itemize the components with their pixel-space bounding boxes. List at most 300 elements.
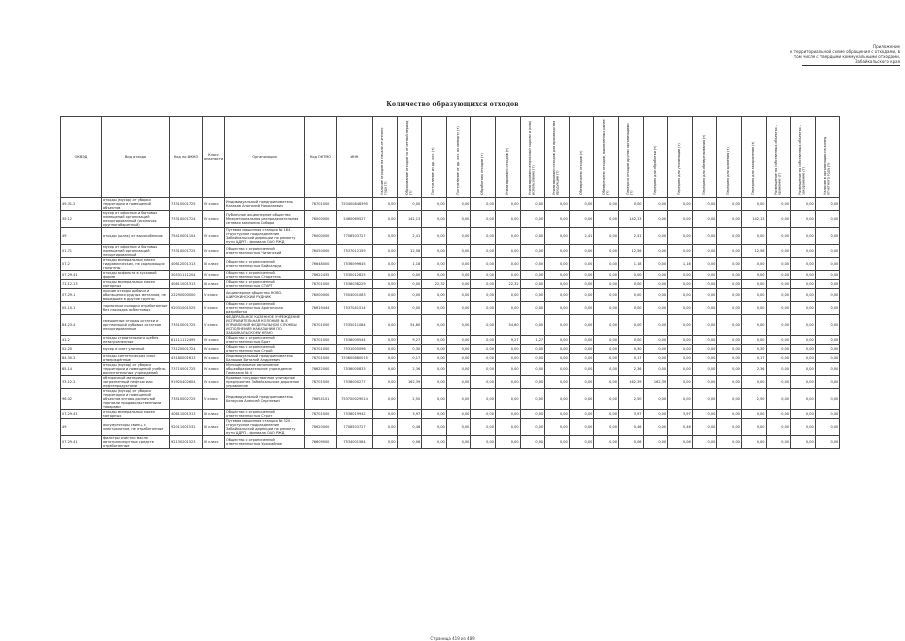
table-row (61, 280, 840, 289)
cell-quantity: 0,00 (791, 436, 816, 449)
cell-quantity: 0,00 (569, 258, 594, 271)
cell-quantity: 0,00 (815, 198, 840, 211)
cell-quantity: 0,00 (471, 211, 496, 228)
cell-quantity: 0,00 (422, 419, 447, 436)
header-quantity-label: Размещение на собственных объектах - захоронение (т) (798, 124, 806, 195)
cell-quantity: 0,00 (520, 363, 545, 376)
cell-okved: 02.20 (61, 345, 102, 354)
cell-quantity: 0,00 (766, 228, 791, 245)
cell-quantity: 0,00 (373, 289, 398, 302)
cell-quantity: 0,00 (791, 289, 816, 302)
cell-waste-name: отходы минеральных масел моторных (102, 410, 170, 419)
cell-quantity: 0,00 (545, 376, 570, 389)
header-quantity-8 (569, 117, 594, 198)
cell-quantity: 2,50 (618, 389, 643, 410)
cell-quantity: 0,00 (471, 345, 496, 354)
cell-oktmo: 76701000 (305, 280, 337, 289)
cell-quantity: 0,00 (643, 228, 668, 245)
cell-hazard: IV класс (203, 363, 225, 376)
cell-quantity: 0,00 (471, 336, 496, 345)
cell-quantity: 54,60 (397, 315, 422, 336)
cell-quantity: 0,00 (791, 245, 816, 258)
header-quantity-16 (766, 117, 791, 198)
cell-quantity: 0,00 (373, 345, 398, 354)
cell-organization: Общество с ограниченной ответственностью Урожайное (225, 436, 305, 449)
waste-table (60, 116, 840, 449)
cell-okved: 07.29.41 (61, 410, 102, 419)
cell-quantity: 0,00 (495, 419, 520, 436)
cell-quantity: 0,00 (815, 345, 840, 354)
cell-quantity: 0,00 (520, 436, 545, 449)
cell-quantity: 0,00 (741, 336, 766, 345)
cell-quantity: 0,00 (717, 211, 742, 228)
cell-quantity: 0,00 (569, 336, 594, 345)
cell-quantity: 0,00 (373, 280, 398, 289)
cell-quantity: 0,00 (791, 280, 816, 289)
cell-oktmo: 76701000 (305, 376, 337, 389)
cell-quantity: 0,00 (545, 302, 570, 315)
cell-quantity: 0,00 (373, 436, 398, 449)
cell-quantity: 0,00 (545, 389, 570, 410)
cell-hazard: V класс (203, 289, 225, 302)
cell-quantity: 0,00 (668, 376, 693, 389)
cell-quantity: 0,00 (373, 419, 398, 436)
cell-fkko: 73510002725 (170, 389, 203, 410)
cell-quantity: 0,00 (594, 198, 619, 211)
cell-quantity: 0,00 (495, 354, 520, 363)
cell-quantity: 0,00 (545, 198, 570, 211)
cell-quantity: 0,00 (495, 345, 520, 354)
header-quantity-label: Размещение на собственных объектах - хранение (т) (773, 124, 782, 195)
cell-quantity: 0,00 (397, 198, 422, 211)
cell-quantity: 0,00 (545, 410, 570, 419)
cell-hazard: IV класс (203, 336, 225, 345)
cell-waste-name: тормозные колодки отработанные без накладок асбестовых (102, 302, 170, 315)
cell-quantity: 0,00 (545, 245, 570, 258)
cell-quantity: 0,00 (717, 280, 742, 289)
cell-quantity: 0,00 (618, 336, 643, 345)
cell-quantity: 0,00 (373, 363, 398, 376)
cell-quantity: 0,00 (495, 389, 520, 410)
cell-quantity: 0,00 (446, 336, 471, 345)
cell-quantity: 142,13 (741, 211, 766, 228)
cell-quantity: 0,00 (397, 271, 422, 280)
cell-quantity: 0,00 (815, 211, 840, 228)
cell-quantity: 0,00 (373, 410, 398, 419)
cell-quantity: 0,00 (373, 376, 398, 389)
cell-quantity: 0,00 (717, 419, 742, 436)
cell-quantity: 0,00 (643, 389, 668, 410)
cell-fkko: 73710001725 (170, 363, 203, 376)
cell-quantity: 0,00 (692, 245, 717, 258)
annex-line: к территориальной схеме обращения с отходами, в (790, 49, 900, 54)
cell-hazard: III класс (203, 280, 225, 289)
cell-quantity: 0,00 (569, 302, 594, 315)
cell-quantity: 0,00 (545, 211, 570, 228)
cell-quantity: 0,00 (815, 410, 840, 419)
cell-quantity: 0,00 (741, 419, 766, 436)
cell-waste-name: отходы (шлак) от высокобелков (102, 228, 170, 245)
cell-quantity: 0,00 (520, 245, 545, 258)
cell-quantity: 0,00 (594, 410, 619, 419)
cell-quantity: 0,00 (446, 419, 471, 436)
cell-inn: 7536000833 (337, 363, 373, 376)
cell-quantity: 0,00 (569, 354, 594, 363)
cell-quantity: 0,17 (397, 354, 422, 363)
cell-quantity: 0,00 (766, 289, 791, 302)
cell-fkko: 92130201523 (170, 436, 203, 449)
cell-quantity: 0,00 (520, 345, 545, 354)
cell-quantity: 0,00 (791, 258, 816, 271)
cell-quantity: 0,00 (815, 302, 840, 315)
cell-fkko: 73120001724 (170, 345, 203, 354)
cell-oktmo: 76619444 (305, 302, 337, 315)
cell-quantity: 0,00 (717, 376, 742, 389)
header-quantity-6 (520, 117, 545, 198)
cell-organization: Краевое государственное унитарное предприятие Забайкальское дорожное управление (225, 376, 305, 389)
cell-organization: Индивидуальный предприниматель Белоусов Алексей Сергеевич (225, 389, 305, 410)
cell-quantity: 0,00 (741, 315, 766, 336)
cell-quantity: 2,36 (397, 363, 422, 376)
cell-quantity: 0,00 (422, 345, 447, 354)
cell-quantity: 0,00 (594, 211, 619, 228)
cell-quantity: 2,41 (618, 228, 643, 245)
cell-quantity: 142,13 (397, 211, 422, 228)
cell-quantity: 0,00 (741, 258, 766, 271)
cell-quantity: 22,32 (422, 280, 447, 289)
cell-hazard: IV класс (203, 211, 225, 228)
cell-okved: 85.14 (61, 363, 102, 376)
cell-quantity: 0,00 (594, 289, 619, 302)
cell-quantity: 0,00 (594, 258, 619, 271)
cell-quantity: 0,00 (495, 302, 520, 315)
cell-quantity: 0,00 (717, 258, 742, 271)
cell-organization: Публичное акционерное общество Межрегиональная распределительная сетевая компания Сибири (225, 211, 305, 228)
header-quantity-2 (422, 117, 447, 198)
cell-quantity: 0,00 (594, 315, 619, 336)
header-quantity-label: Утилизировано отходов (т) (504, 147, 509, 195)
cell-quantity: 0,00 (791, 345, 816, 354)
cell-inn: 7531005096 (337, 345, 373, 354)
cell-quantity: 0,00 (373, 258, 398, 271)
header-quantity-label: Образование отходов за отчетный период (т) (404, 120, 413, 195)
cell-hazard: IV класс (203, 354, 225, 363)
cell-quantity: 0,00 (766, 345, 791, 354)
cell-okved: 84.30.2 (61, 354, 102, 363)
cell-quantity: 0,00 (594, 363, 619, 376)
cell-organization: Акционерное общество НОВО-ШИРОКИНСКИЙ РУДНИК (225, 289, 305, 302)
cell-quantity: 0,00 (520, 280, 545, 289)
cell-quantity: 0,00 (692, 302, 717, 315)
cell-quantity: 0,00 (495, 198, 520, 211)
cell-quantity: 0,00 (692, 315, 717, 336)
cell-quantity: 0,00 (692, 258, 717, 271)
cell-quantity: 0,00 (668, 389, 693, 410)
cell-fkko: 73310001724 (170, 211, 203, 228)
cell-quantity: 0,00 (545, 363, 570, 376)
cell-oktmo: 76701000 (305, 410, 337, 419)
cell-quantity: 0,06 (668, 436, 693, 449)
cell-quantity: 0,00 (569, 419, 594, 436)
cell-quantity: 0,00 (815, 280, 840, 289)
cell-quantity: 0,00 (422, 258, 447, 271)
cell-hazard: V класс (203, 315, 225, 336)
cell-quantity: 0,00 (643, 271, 668, 280)
cell-okved: 49 (61, 419, 102, 436)
cell-quantity: 0,00 (446, 245, 471, 258)
cell-hazard: IV класс (203, 271, 225, 280)
cell-quantity: 0,00 (766, 389, 791, 410)
cell-quantity: 0,00 (594, 228, 619, 245)
cell-quantity: 0,00 (668, 245, 693, 258)
cell-quantity: 0,00 (373, 228, 398, 245)
cell-quantity: 0,00 (643, 211, 668, 228)
cell-quantity: 0,00 (471, 419, 496, 436)
cell-quantity: 0,00 (766, 211, 791, 228)
cell-quantity: 0,00 (717, 271, 742, 280)
header-quantity-5 (495, 117, 520, 198)
cell-inn: 7708503727 (337, 419, 373, 436)
cell-quantity: 0,00 (791, 376, 816, 389)
cell-quantity: 0,00 (791, 354, 816, 363)
cell-quantity: 0,00 (569, 198, 594, 211)
cell-quantity: 0,00 (717, 345, 742, 354)
cell-quantity: 0,00 (446, 345, 471, 354)
table-row (61, 258, 840, 271)
cell-quantity: 22,32 (495, 280, 520, 289)
cell-quantity: 162,39 (618, 376, 643, 389)
cell-hazard: IV класс (203, 345, 225, 354)
cell-quantity: 0,00 (692, 419, 717, 436)
cell-organization: Общество с ограниченной ответственностью Арагонская разработка (225, 302, 305, 315)
cell-quantity: 0,00 (692, 271, 717, 280)
header-quantity-11 (643, 117, 668, 198)
cell-waste-name: прочие отходы добычи и обогащения рудных металлов, не вошедшие в другие группы (102, 289, 170, 302)
cell-quantity: 0,00 (815, 271, 840, 280)
table-row (61, 345, 840, 354)
table-row (61, 336, 840, 345)
cell-okved: 07.29.41 (61, 436, 102, 449)
cell-fkko: 40611001313 (170, 280, 203, 289)
cell-fkko: 91920402604 (170, 376, 203, 389)
cell-quantity: 0,00 (643, 302, 668, 315)
cell-quantity: 3,97 (668, 410, 693, 419)
cell-quantity: 0,00 (668, 228, 693, 245)
header-inn: ИНН (337, 117, 373, 198)
cell-quantity: 0,00 (741, 228, 766, 245)
table-row (61, 363, 840, 376)
cell-organization: Индивидуальный предприниматель Балашов Виталий Андреевич (225, 354, 305, 363)
cell-quantity: 0,00 (495, 376, 520, 389)
cell-quantity: 0,00 (643, 354, 668, 363)
cell-quantity: 0,00 (569, 363, 594, 376)
cell-quantity: 0,00 (791, 419, 816, 436)
cell-organization: Путевая машинная станция № 320 - структурное подразделение Забайкальской дирекции по ремонту пути ЦДРП - филиала ОАО РЖД (225, 419, 305, 436)
cell-quantity: 162,39 (397, 376, 422, 389)
cell-quantity: 0,00 (717, 289, 742, 302)
cell-oktmo: 76701000 (305, 345, 337, 354)
cell-quantity: 0,00 (791, 211, 816, 228)
cell-quantity: 0,00 (791, 363, 816, 376)
cell-fkko: 30531111204 (170, 271, 203, 280)
cell-quantity: 0,00 (766, 245, 791, 258)
cell-quantity: 1,18 (668, 258, 693, 271)
cell-quantity: 0,00 (594, 302, 619, 315)
cell-quantity: 1,18 (618, 258, 643, 271)
cell-quantity: 0,00 (766, 280, 791, 289)
cell-quantity: 0,00 (668, 363, 693, 376)
cell-waste-name: мусор и смет уличный (102, 345, 170, 354)
cell-quantity: 0,00 (422, 363, 447, 376)
cell-quantity: 0,00 (717, 315, 742, 336)
cell-quantity: 0,00 (520, 376, 545, 389)
table-row (61, 302, 840, 315)
cell-quantity: 0,00 (373, 389, 398, 410)
header-fkko: Код по ФККО (170, 117, 203, 198)
cell-waste-name: отходы минеральных масел гидравлических, не содержащих галогены (102, 258, 170, 271)
header-quantity-label: Обработано отходов (т) (480, 153, 485, 195)
cell-quantity: 0,00 (815, 245, 840, 258)
cell-quantity: 142,13 (618, 211, 643, 228)
cell-quantity: 0,00 (446, 271, 471, 280)
cell-fkko: 75410001104 (170, 228, 203, 245)
cell-quantity: 0,00 (815, 315, 840, 336)
cell-quantity: 0,00 (569, 211, 594, 228)
annex-line: Приложение (873, 44, 900, 49)
cell-okved: 33.12.2 (61, 376, 102, 389)
header-quantity-7 (545, 117, 570, 198)
cell-quantity: 12,56 (397, 245, 422, 258)
cell-quantity: 0,00 (446, 410, 471, 419)
cell-quantity: 0,00 (471, 245, 496, 258)
header-quantity-label: Передача отходов другим организациям (т) (626, 123, 634, 195)
cell-quantity: 0,00 (741, 436, 766, 449)
header-quantity-4 (471, 117, 496, 198)
cell-hazard: III класс (203, 258, 225, 271)
cell-quantity: 0,00 (815, 258, 840, 271)
cell-quantity: 0,00 (815, 228, 840, 245)
table-row (61, 389, 840, 410)
cell-quantity: 0,00 (766, 315, 791, 336)
cell-quantity: 0,00 (692, 376, 717, 389)
cell-inn: 7535011084 (337, 315, 373, 336)
cell-quantity: 0,00 (717, 198, 742, 211)
cell-inn: 7536038229 (337, 280, 373, 289)
cell-okved: 49 (61, 228, 102, 245)
cell-quantity: 0,00 (741, 289, 766, 302)
cell-quantity: 0,00 (446, 211, 471, 228)
cell-okved: 01.71 (61, 245, 102, 258)
cell-waste-name: отходы синтетических смол отверждённые (102, 354, 170, 363)
cell-quantity: 0,00 (717, 245, 742, 258)
cell-quantity: 0,00 (545, 354, 570, 363)
cell-quantity: 0,00 (471, 410, 496, 419)
cell-quantity: 0,30 (741, 345, 766, 354)
cell-inn: 7708503727 (337, 228, 373, 245)
cell-fkko: 43180001613 (170, 354, 203, 363)
cell-quantity: 0,00 (692, 336, 717, 345)
annex-note (742, 44, 900, 66)
cell-inn: 753600880015 (337, 354, 373, 363)
cell-fkko: 92011001532 (170, 419, 203, 436)
cell-quantity: 2,50 (397, 389, 422, 410)
cell-quantity: 0,00 (422, 302, 447, 315)
cell-quantity: 0,00 (446, 280, 471, 289)
cell-oktmo: 76609000 (305, 436, 337, 449)
header-quantity-18 (815, 117, 840, 198)
cell-quantity: 0,00 (569, 410, 594, 419)
cell-quantity: 0,00 (520, 410, 545, 419)
cell-quantity: 0,00 (741, 280, 766, 289)
cell-quantity: 0,00 (446, 302, 471, 315)
cell-quantity: 0,00 (643, 280, 668, 289)
cell-quantity: 0,00 (495, 289, 520, 302)
cell-oktmo: 76701000 (305, 315, 337, 336)
cell-oktmo: 76648000 (305, 258, 337, 271)
cell-inn: 7537041514 (337, 302, 373, 315)
cell-quantity: 0,00 (471, 302, 496, 315)
cell-quantity: 0,00 (668, 198, 693, 211)
cell-quantity: 0,00 (594, 354, 619, 363)
cell-quantity: 0,00 (594, 436, 619, 449)
cell-fkko: 40611001313 (170, 410, 203, 419)
cell-oktmo: 76050000 (305, 245, 337, 258)
cell-quantity: 0,00 (643, 198, 668, 211)
cell-quantity: 0,00 (446, 436, 471, 449)
cell-quantity: 0,00 (692, 363, 717, 376)
annex-line: том числе с твердыми коммунальными отходами, (793, 54, 900, 59)
cell-inn: 7536099645 (337, 258, 373, 271)
table-row (61, 289, 840, 302)
cell-quantity: 0,00 (373, 302, 398, 315)
cell-quantity: 0,00 (569, 271, 594, 280)
cell-quantity: 0,46 (397, 419, 422, 436)
header-quantity-label: Передано для обезвреживания (т) (701, 134, 706, 195)
cell-hazard: III класс (203, 419, 225, 436)
cell-quantity: 0,00 (594, 376, 619, 389)
cell-quantity: 0,00 (569, 389, 594, 410)
cell-quantity: 0,00 (495, 228, 520, 245)
cell-fkko: 73510001725 (170, 315, 203, 336)
cell-quantity: 0,00 (815, 289, 840, 302)
cell-quantity: 0,00 (717, 389, 742, 410)
cell-quantity: 0,00 (717, 363, 742, 376)
cell-quantity: 0,00 (692, 410, 717, 419)
header-quantity-12 (668, 117, 693, 198)
annex-line: Забайкальского края (854, 59, 900, 64)
header-quantity-0 (373, 117, 398, 198)
annex-divider (802, 65, 900, 66)
cell-quantity: 0,00 (692, 289, 717, 302)
header-quantity-label: Передано для хранения (т) (726, 147, 731, 195)
cell-quantity: 0,00 (446, 354, 471, 363)
cell-quantity: 0,00 (446, 289, 471, 302)
cell-quantity: 0,00 (422, 228, 447, 245)
table-row (61, 211, 840, 228)
cell-organization: Общество с ограниченной ответственностью СТАРТ (225, 280, 305, 289)
cell-organization: Общество с ограниченной ответственностью Читинский (225, 245, 305, 258)
table-row (61, 419, 840, 436)
table-row (61, 198, 840, 211)
cell-quantity: 0,00 (643, 245, 668, 258)
cell-quantity: 0,00 (471, 289, 496, 302)
page-title: Количество образующихся отходов (386, 101, 519, 108)
cell-organization: Общество с ограниченной ответственностью Брат (225, 336, 305, 345)
cell-quantity: 0,00 (471, 389, 496, 410)
cell-quantity: 0,00 (397, 280, 422, 289)
cell-oktmo: 76000000 (305, 289, 337, 302)
table-row (61, 410, 840, 419)
